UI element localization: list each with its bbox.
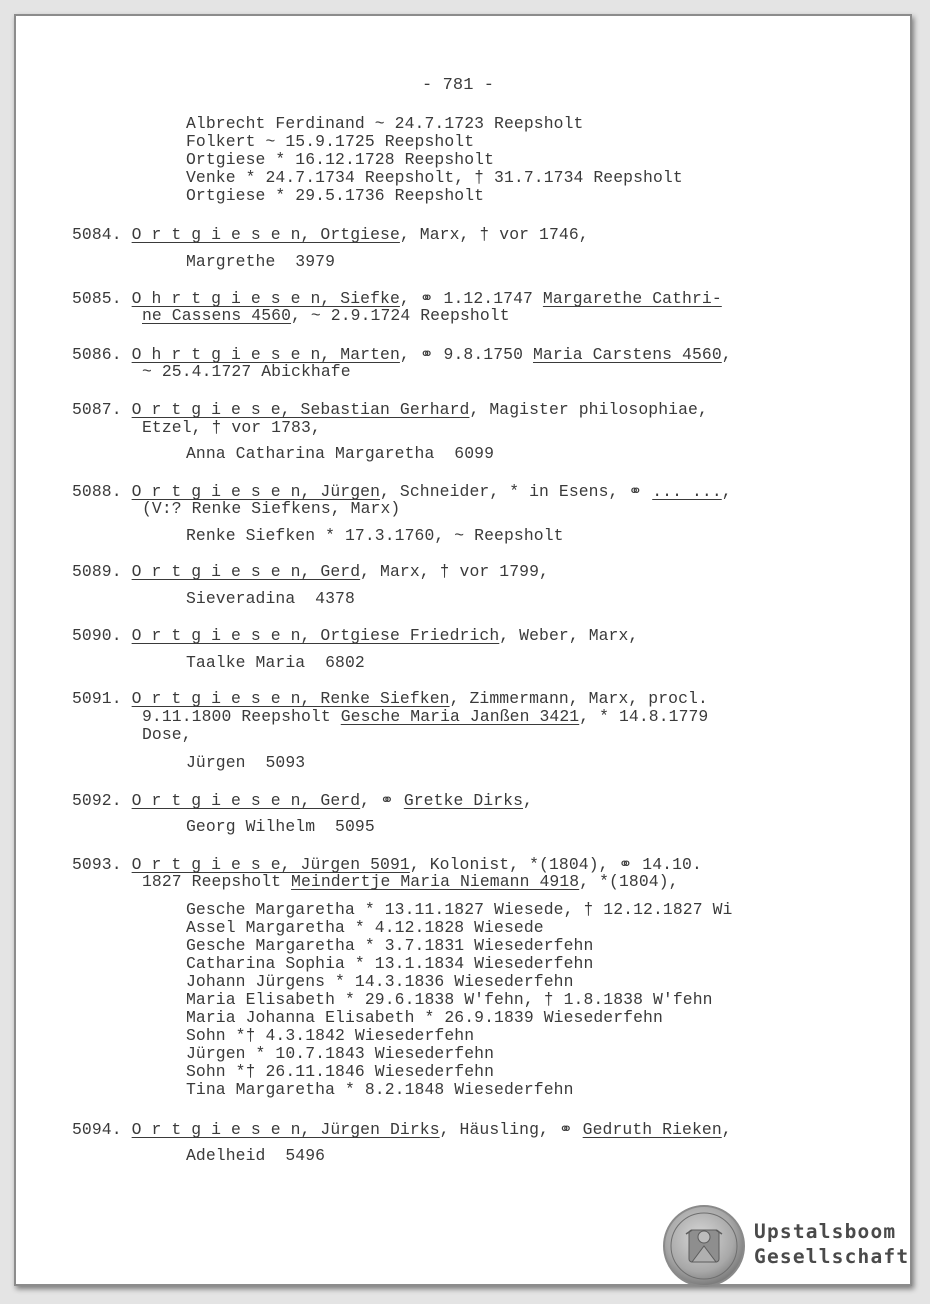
entry-line: ~ 25.4.1727 Abickhafe bbox=[142, 362, 351, 381]
punctuation: , bbox=[523, 791, 533, 810]
entry-name: O r t g i e s e n, Jürgen Dirks bbox=[131, 1120, 440, 1139]
child-line: Catharina Sophia * 13.1.1834 Wiesederfehn bbox=[186, 954, 594, 973]
entry-name: O r t g i e s e n, Renke Siefken bbox=[131, 689, 450, 708]
entry-5084 bbox=[72, 225, 589, 244]
entry-name: O r t g i e s e, Sebastian Gerhard bbox=[131, 400, 470, 419]
entry-5090 bbox=[72, 626, 638, 645]
child-line: Assel Margaretha * 4.12.1828 Wiesede bbox=[186, 918, 544, 937]
spouse-name: ... ... bbox=[652, 482, 722, 501]
entry-line bbox=[142, 707, 708, 726]
punctuation: , bbox=[721, 1120, 732, 1139]
document-page bbox=[14, 14, 912, 1286]
spouse-name: ne Cassens 4560 bbox=[142, 306, 292, 325]
entry-name: O r t g i e s e n, Gerd bbox=[131, 562, 361, 581]
society-name-line2: Gesellschaft bbox=[754, 1245, 910, 1268]
entry-number: 5089. bbox=[72, 562, 122, 581]
child-line: Tina Margaretha * 8.2.1848 Wiesederfehn bbox=[186, 1080, 574, 1099]
child-line: Maria Elisabeth * 29.6.1838 W'fehn, † 1.8.1838 W'fehn bbox=[186, 990, 713, 1009]
entry-name: O r t g i e s e n, Ortgiese bbox=[131, 225, 400, 244]
entry-5093 bbox=[72, 854, 702, 874]
entry-5094 bbox=[72, 1119, 732, 1139]
entry-details: 1827 Reepsholt bbox=[142, 872, 292, 891]
child-line: Maria Johanna Elisabeth * 26.9.1839 Wiesederfehn bbox=[186, 1008, 663, 1027]
entry-number: 5093. bbox=[72, 855, 122, 874]
entry-number: 5085. bbox=[72, 289, 122, 308]
entry-details: 9.11.1800 Reepsholt bbox=[142, 707, 341, 726]
punctuation: , bbox=[721, 482, 732, 501]
spouse-name: Meindertje Maria Niemann 4918 bbox=[291, 872, 580, 891]
child-line: Gesche Margaretha * 3.7.1831 Wiesederfehn bbox=[186, 936, 594, 955]
punctuation: , bbox=[721, 345, 732, 364]
entry-details: , Weber, Marx, bbox=[499, 626, 639, 645]
entry-number: 5091. bbox=[72, 689, 122, 708]
child-line: Sohn *† 4.3.1842 Wiesederfehn bbox=[186, 1026, 475, 1045]
entry-details: , Marx, † vor 1799, bbox=[360, 562, 549, 581]
entry-details: , ⚭ bbox=[360, 791, 404, 810]
child-line: Sieveradina 4378 bbox=[186, 589, 355, 608]
entry-5085 bbox=[72, 288, 722, 308]
child-line: Taalke Maria 6802 bbox=[186, 653, 365, 672]
spouse-name: Gesche Maria Janßen 3421 bbox=[340, 707, 580, 726]
entry-details: , * 14.8.1779 bbox=[579, 707, 709, 726]
child-line: Venke * 24.7.1734 Reepsholt, † 31.7.1734 Reepsholt bbox=[186, 168, 683, 187]
child-line: Renke Siefken * 17.3.1760, ~ Reepsholt bbox=[186, 526, 564, 545]
entry-number: 5084. bbox=[72, 225, 122, 244]
entry-details: , ⚭ 9.8.1750 bbox=[399, 345, 533, 364]
entry-details: , ~ 2.9.1724 Reepsholt bbox=[291, 306, 510, 325]
entry-details: , Magister philosophiae, bbox=[469, 400, 708, 419]
entry-number: 5088. bbox=[72, 482, 122, 501]
society-name-line1: Upstalsboom bbox=[754, 1220, 897, 1243]
entry-details: , *(1804), bbox=[579, 872, 679, 891]
entry-details: , Häusling, ⚭ bbox=[439, 1120, 583, 1139]
entry-5087 bbox=[72, 400, 708, 419]
entry-details: , Schneider, * in Esens, ⚭ bbox=[380, 482, 653, 501]
entry-number: 5087. bbox=[72, 400, 122, 419]
child-line: Sohn *† 26.11.1846 Wiesederfehn bbox=[186, 1062, 495, 1081]
entry-5086 bbox=[72, 344, 732, 364]
spouse-name: Maria Carstens 4560 bbox=[532, 345, 722, 364]
entry-5089 bbox=[72, 562, 549, 581]
entry-5091 bbox=[72, 689, 708, 708]
entry-name: O r t g i e s e n, Jürgen bbox=[131, 482, 381, 501]
child-line: Jürgen * 10.7.1843 Wiesederfehn bbox=[186, 1044, 495, 1063]
entry-details: , ⚭ 1.12.1747 bbox=[399, 289, 543, 308]
entry-line: Etzel, † vor 1783, bbox=[142, 418, 321, 437]
child-line: Ortgiese * 16.12.1728 Reepsholt bbox=[186, 150, 495, 169]
spouse-name: Gedruth Rieken bbox=[582, 1120, 722, 1139]
entry-details: , Marx, † vor 1746, bbox=[399, 225, 589, 244]
entry-number: 5090. bbox=[72, 626, 122, 645]
child-line: Ortgiese * 29.5.1736 Reepsholt bbox=[186, 186, 485, 205]
entry-line bbox=[142, 306, 510, 325]
child-line: Albrecht Ferdinand ~ 24.7.1723 Reepsholt bbox=[186, 114, 584, 133]
entry-details: , Kolonist, *(1804), ⚭ 14.10. bbox=[409, 855, 702, 874]
child-line: Margrethe 3979 bbox=[186, 252, 336, 271]
entry-name: O h r t g i e s e n, Marten bbox=[131, 345, 400, 364]
child-line: Folkert ~ 15.9.1725 Reepsholt bbox=[186, 132, 475, 151]
entry-details: , Zimmermann, Marx, procl. bbox=[449, 689, 708, 708]
child-line: Georg Wilhelm 5095 bbox=[186, 817, 375, 836]
child-line: Anna Catharina Margaretha 6099 bbox=[186, 444, 495, 463]
entry-number: 5094. bbox=[72, 1120, 122, 1139]
entry-line: Dose, bbox=[142, 725, 192, 744]
entry-number: 5092. bbox=[72, 791, 122, 810]
child-line: Adelheid 5496 bbox=[186, 1146, 326, 1165]
society-seal-icon bbox=[662, 1204, 746, 1288]
entry-number: 5086. bbox=[72, 345, 122, 364]
entry-5092 bbox=[72, 790, 533, 810]
child-line: Jürgen 5093 bbox=[186, 753, 306, 772]
entry-name: O r t g i e s e n, Ortgiese Friedrich bbox=[131, 626, 500, 645]
entry-line bbox=[142, 872, 679, 891]
entry-name: O r t g i e s e, Jürgen 5091 bbox=[131, 855, 410, 874]
entry-name: O h r t g i e s e n, Siefke bbox=[131, 289, 400, 308]
spouse-name: Margarethe Cathri- bbox=[542, 289, 722, 308]
entry-5088 bbox=[72, 481, 732, 501]
spouse-name: Gretke Dirks bbox=[403, 791, 524, 810]
entry-name: O r t g i e s e n, Gerd bbox=[131, 791, 361, 810]
child-line: Gesche Margaretha * 13.11.1827 Wiesede, † 12.12.1827 Wi bbox=[186, 900, 733, 919]
child-line: Johann Jürgens * 14.3.1836 Wiesederfehn bbox=[186, 972, 574, 991]
entry-line: (V:? Renke Siefkens, Marx) bbox=[142, 499, 401, 518]
page-number: - 781 - bbox=[422, 76, 495, 95]
